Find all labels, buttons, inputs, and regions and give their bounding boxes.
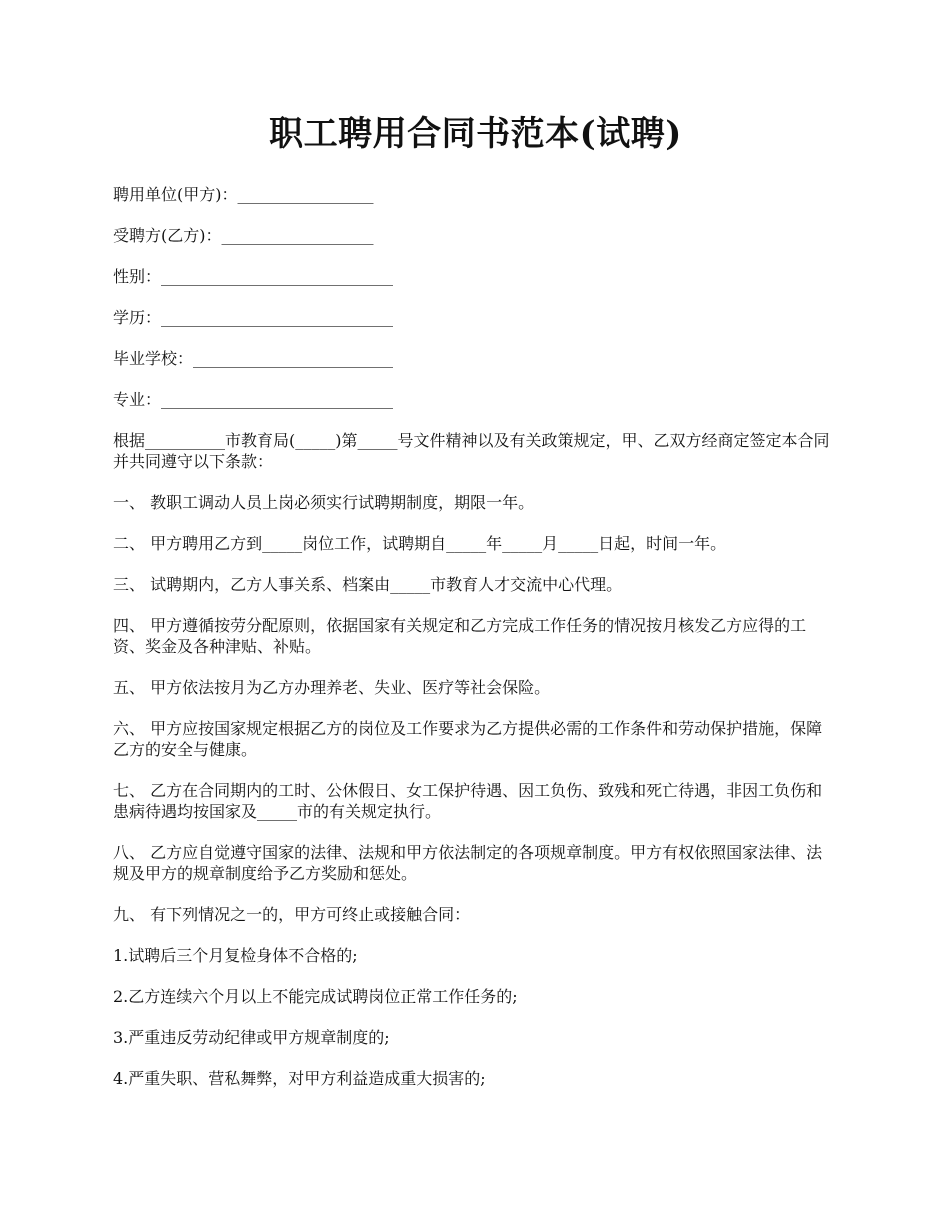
clause-6: 六、 甲方应按国家规定根据乙方的岗位及工作要求为乙方提供必需的工作条件和劳动保护措施，保障乙方的安全与健康。 — [113, 719, 823, 759]
list-item: 4.严重失职、营私舞弊，对甲方利益造成重大损害的; — [113, 1069, 486, 1088]
field-employer: 聘用单位(甲方)：_________________ — [113, 185, 374, 204]
field-employee: 受聘方(乙方)：___________________ — [113, 226, 374, 245]
field-gender: 性别：_____________________________ — [113, 267, 394, 286]
clause-3: 三、 试聘期内，乙方人事关系、档案由_____市教育人才交流中心代理。 — [113, 575, 623, 594]
clause-5: 五、 甲方依法按月为乙方办理养老、失业、医疗等社会保险。 — [113, 678, 551, 697]
intro-paragraph: 根据__________市教育局(_____)第_____号文件精神以及有关政策规定，甲、乙双方经商定签定本合同并共同遵守以下条款： — [113, 431, 830, 471]
document-title: 职工聘用合同书范本(试聘) — [269, 114, 682, 154]
list-item: 2.乙方连续六个月以上不能完成试聘岗位正常工作任务的; — [113, 987, 518, 1006]
clause-4: 四、 甲方遵循按劳分配原则，依据国家有关规定和乙方完成工作任务的情况按月核发乙方应得的工资、奖金及各种津贴、补贴。 — [113, 616, 807, 656]
list-item: 1.试聘后三个月复检身体不合格的; — [113, 946, 358, 965]
field-major: 专业：_____________________________ — [113, 390, 394, 409]
list-item: 3.严重违反劳动纪律或甲方规章制度的; — [113, 1028, 390, 1047]
clause-7: 七、 乙方在合同期内的工时、公休假日、女工保护待遇、因工负伤、致残和死亡待遇，非因工负伤和患病待遇均按国家及_____市的有关规定执行。 — [113, 781, 823, 821]
clause-2: 二、 甲方聘用乙方到_____岗位工作，试聘期自_____年_____月_____日起，时间一年。 — [113, 534, 727, 553]
clause-1: 一、 教职工调动人员上岗必须实行试聘期制度，期限一年。 — [113, 493, 535, 512]
clause-9: 九、 有下列情况之一的，甲方可终止或接触合同： — [113, 905, 471, 924]
field-school: 毕业学校：_________________________ — [113, 349, 394, 368]
clause-8: 八、 乙方应自觉遵守国家的法律、法规和甲方依法制定的各项规章制度。甲方有权依照国家法律、法规及甲方的规章制度给予乙方奖励和惩处。 — [113, 843, 823, 883]
field-education: 学历：_____________________________ — [113, 308, 394, 327]
